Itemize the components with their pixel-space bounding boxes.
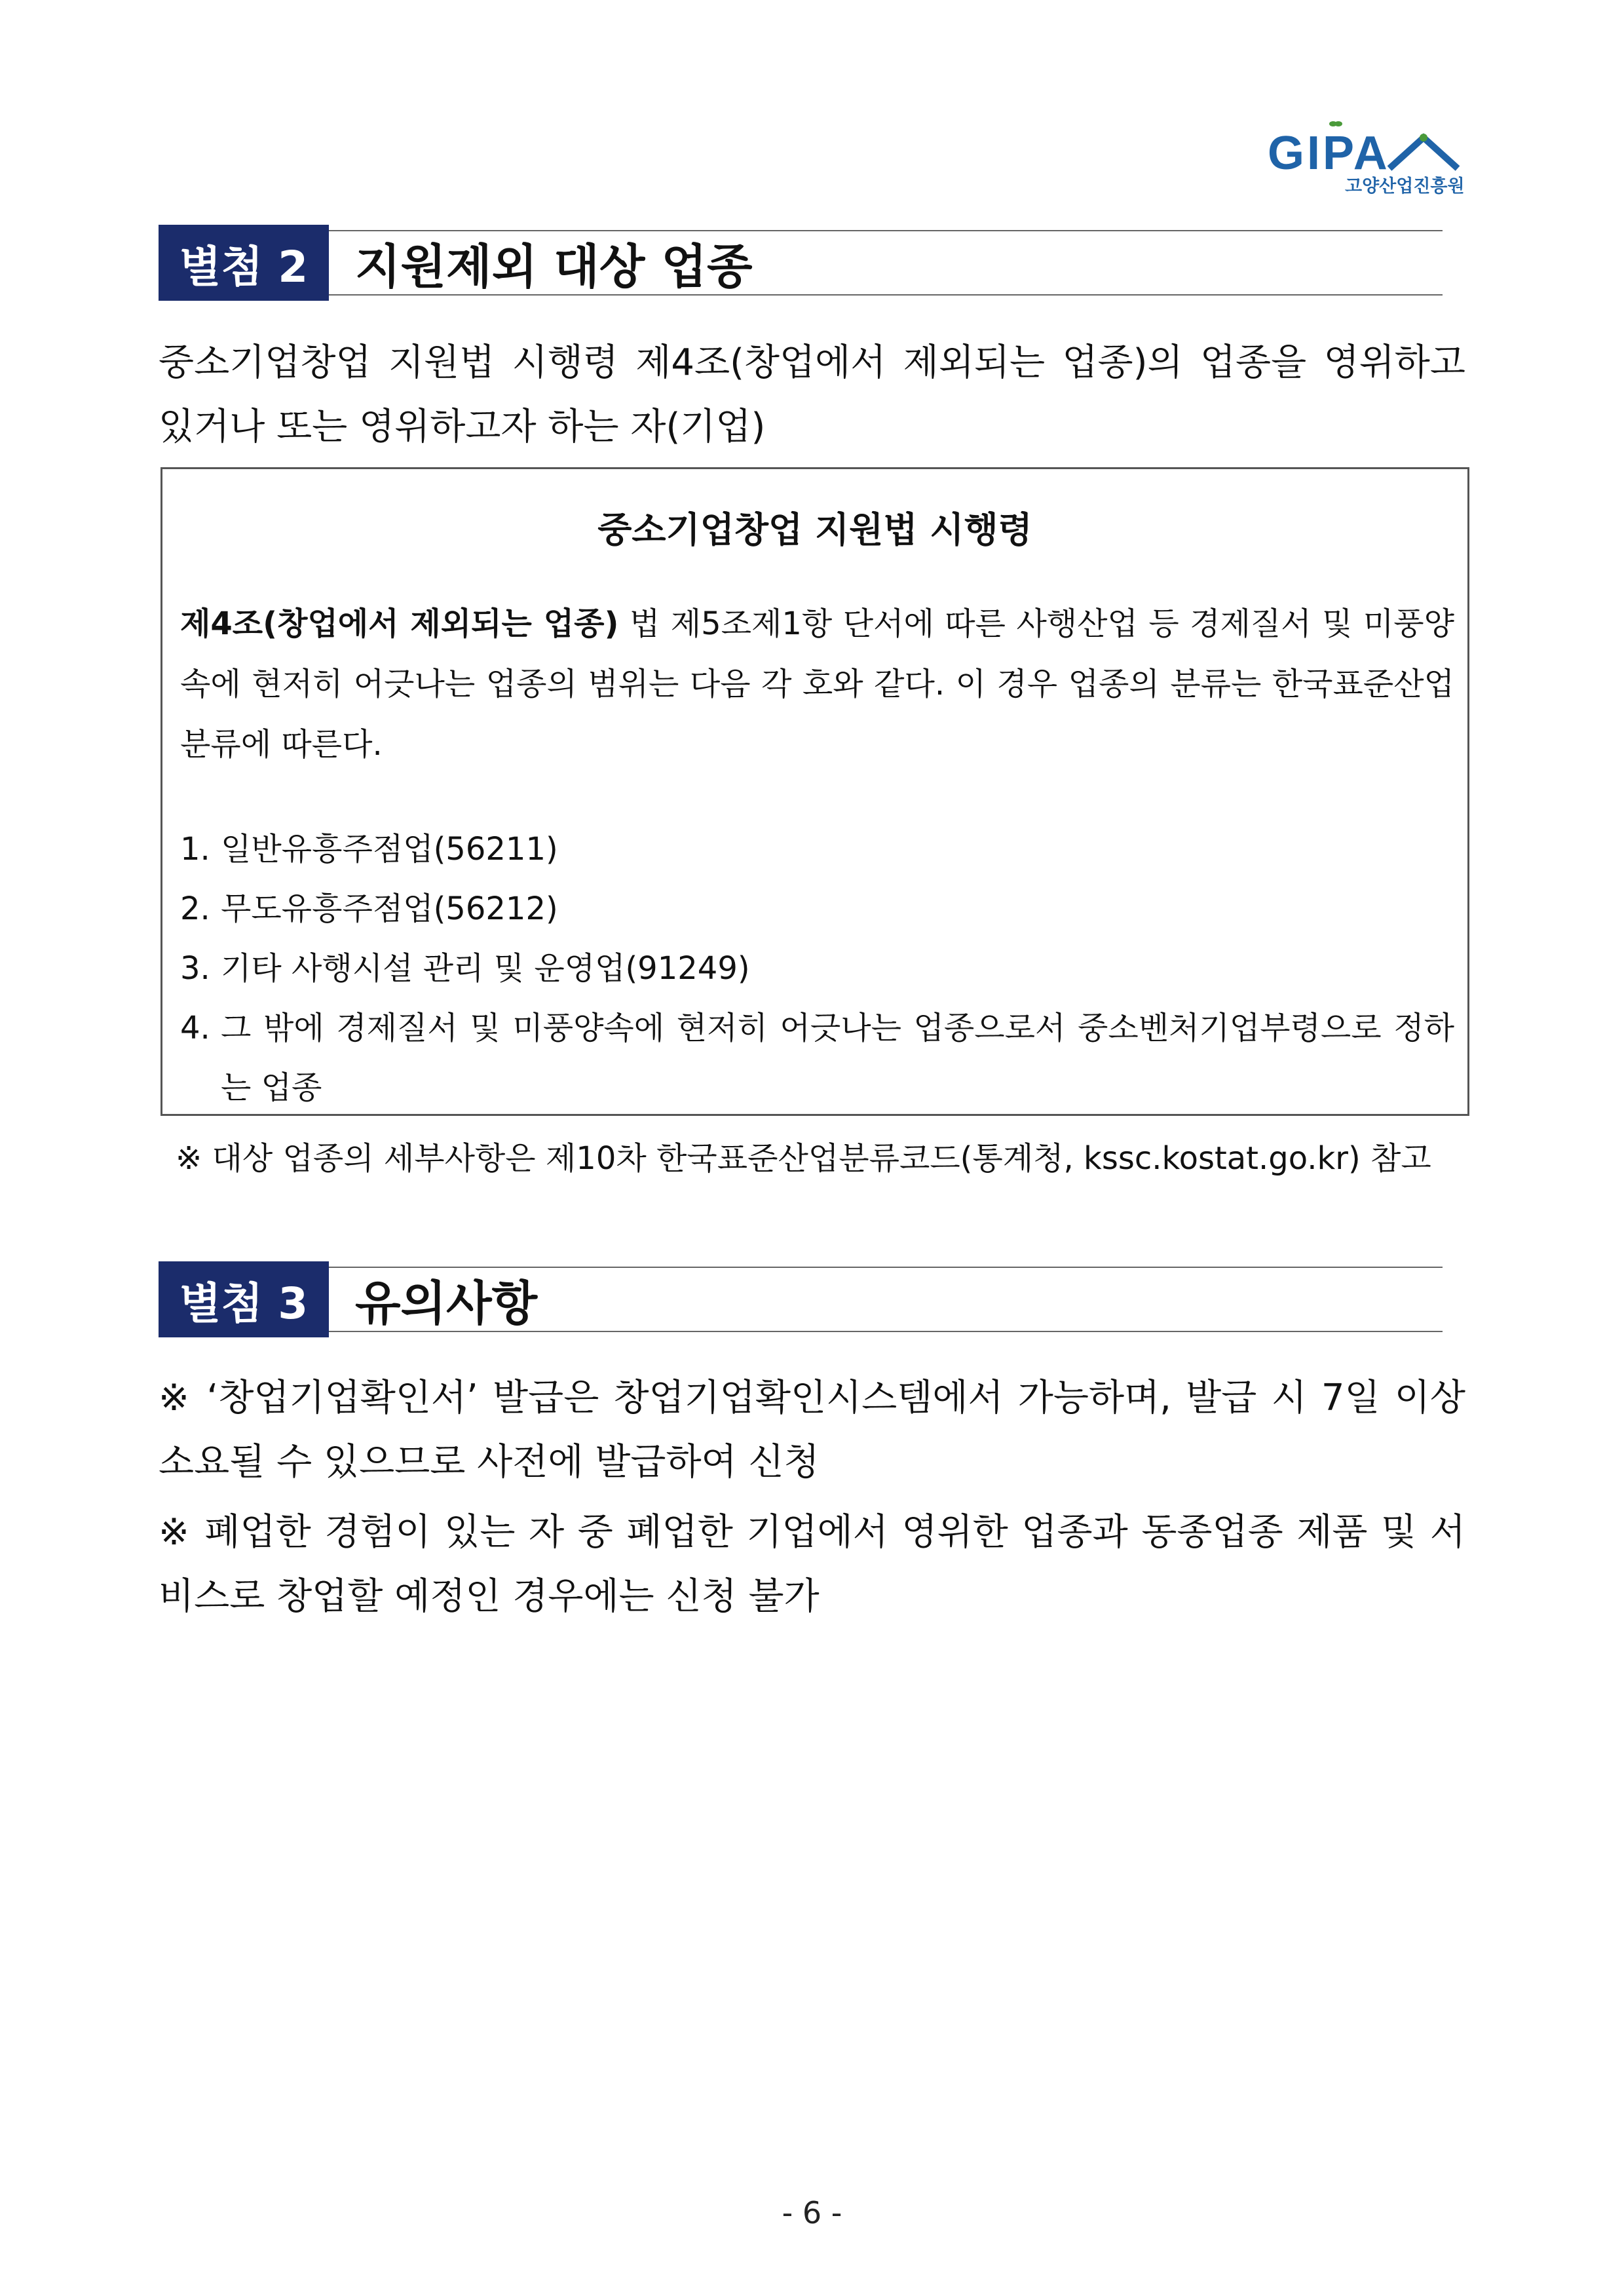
section-2-heading [159, 225, 1443, 301]
law-box-title: 중소기업창업 지원법 시행령 [597, 509, 1032, 550]
list-item [180, 939, 1454, 999]
roof-icon [1384, 132, 1463, 172]
section-3-badge: 별첨 3 [159, 1261, 329, 1337]
list-item-text: 무도유흥주점업(56212) [221, 890, 558, 927]
excluded-industry-list [180, 820, 1454, 1118]
section-3-title: 유의사항 [355, 1276, 538, 1331]
list-item-text: 일반유흥주점업(56211) [221, 831, 558, 868]
list-item-text: 기타 사행시설 관리 및 운영업(91249) [221, 950, 750, 987]
section-2-intro: 중소기업창업 지원법 시행령 제4조(창업에서 제외되는 업종)의 업종을 영위하고 있거나 또는 영위하고자 하는 자(기업) [159, 341, 1465, 448]
list-item [180, 879, 1454, 939]
article-head: 제4조(창업에서 제외되는 업종) [180, 605, 619, 642]
law-box [161, 467, 1469, 1116]
logo-text: GIPA [1268, 127, 1390, 180]
list-item-number: 2. [180, 890, 210, 927]
page-number: - 6 - [782, 2195, 842, 2230]
section-2-badge: 별첨 2 [159, 225, 329, 301]
article-body: 법 제5조제1항 단서에 따른 사행산업 등 경제질서 및 미풍양속에 현저히 어긋나는 업종의 범위는 다음 각 호와 같다. 이 경우 업종의 분류는 한국표준산업분류에 따른다. [180, 605, 1454, 763]
section-3-note-1: ※ ‘창업기업확인서’ 발급은 창업기업확인시스템에서 가능하며, 발급 시 7일 이상 소요될 수 있으므로 사전에 발급하여 신청 [159, 1377, 1465, 1483]
list-item-text: 그 밖에 경제질서 및 미풍양속에 현저히 어긋나는 업종으로서 중소벤처기업부령으로 정하는 업종 [221, 1010, 1454, 1106]
list-item [180, 820, 1454, 879]
section-3-note-2: ※ 폐업한 경험이 있는 자 중 폐업한 기업에서 영위한 업종과 동종업종 제품 및 서비스로 창업할 예정인 경우에는 신청 불가 [159, 1511, 1465, 1618]
logo [1268, 118, 1490, 197]
section-3-heading [159, 1261, 1443, 1337]
section-2-note: ※ 대상 업종의 세부사항은 제10차 한국표준산업분류코드(통계청, kssc.kostat.go.kr) 참고 [176, 1140, 1431, 1177]
list-item-number: 4. [180, 1010, 210, 1046]
section-2-title: 지원제외 대상 업종 [355, 239, 753, 294]
article-text [180, 594, 1454, 775]
list-item-number: 3. [180, 950, 210, 987]
logo-subtitle: 고양산업진흥원 [1345, 176, 1465, 197]
list-item [180, 999, 1454, 1118]
list-item-number: 1. [180, 831, 210, 868]
